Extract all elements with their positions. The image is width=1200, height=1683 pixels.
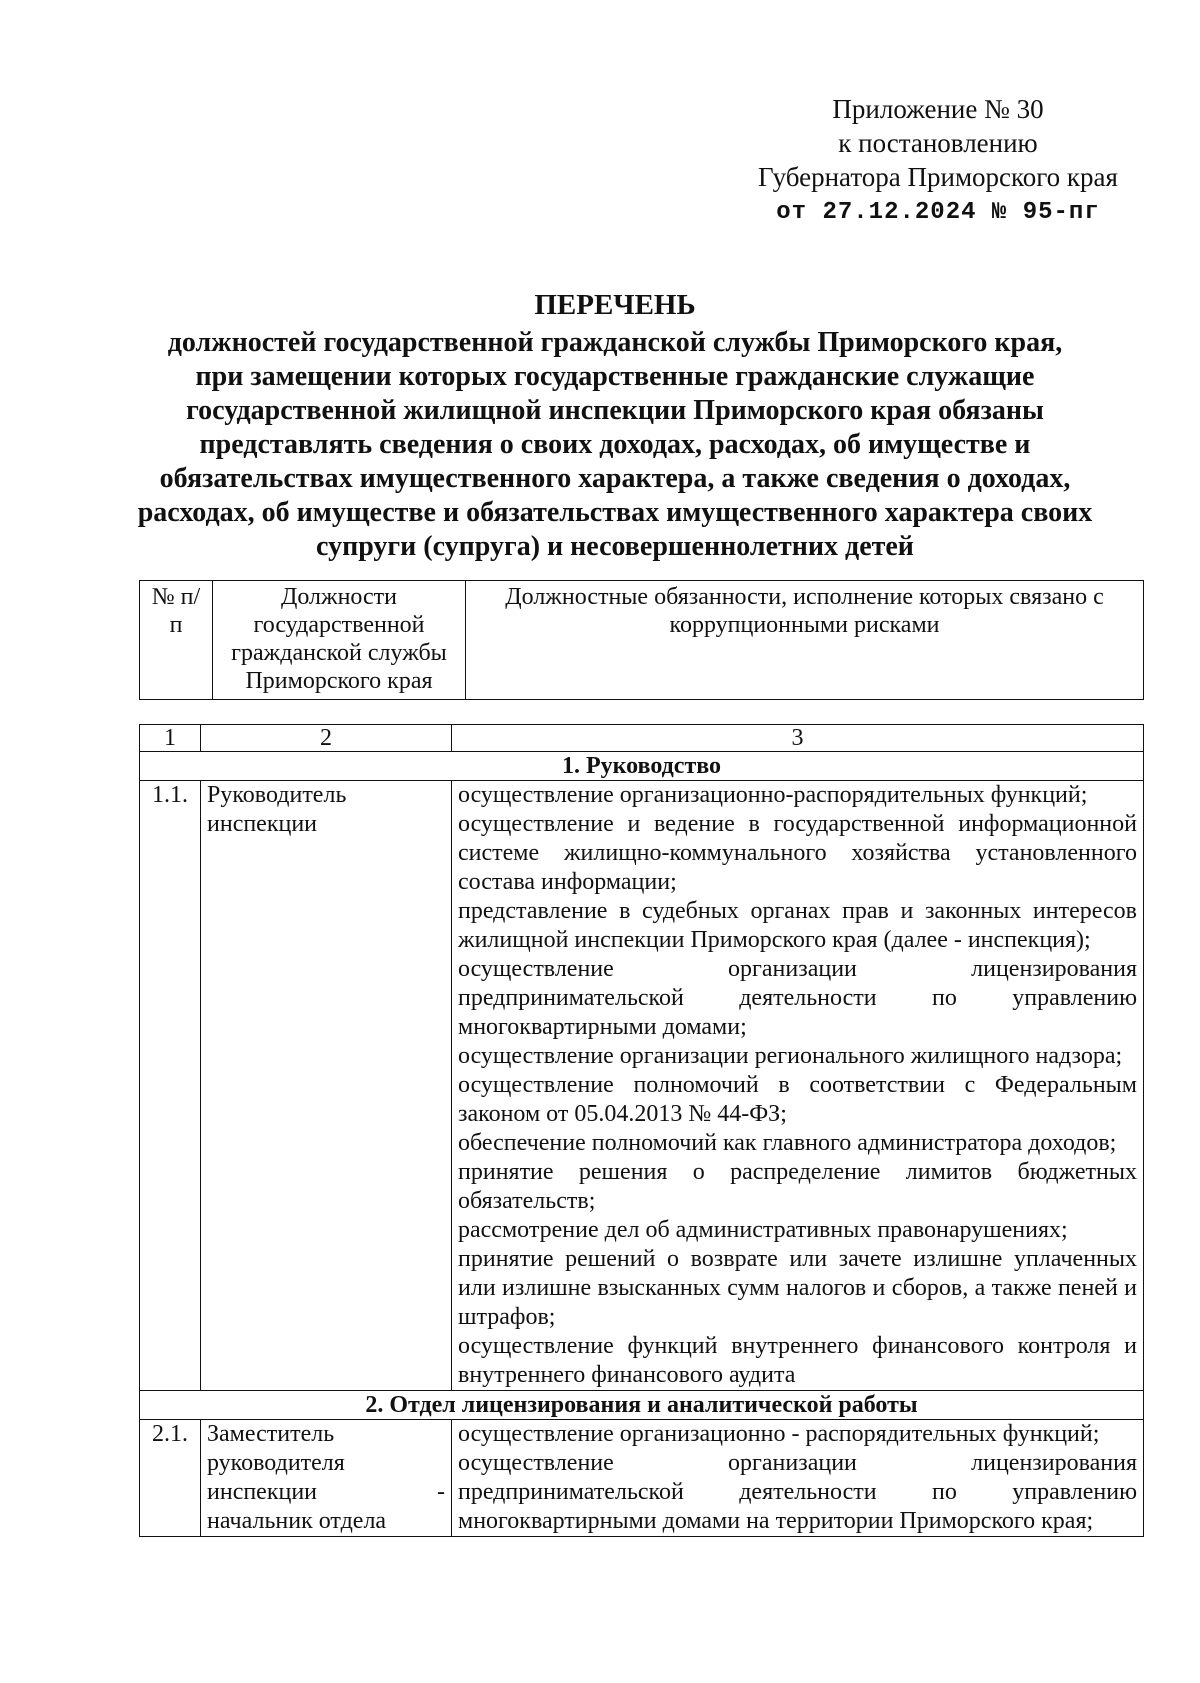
header-row bbox=[140, 581, 1144, 700]
duty-item: принятие решения о распределение лимитов бюджетных обязательств; bbox=[458, 1159, 1137, 1214]
duty-item: рассмотрение дел об административных правонарушениях; bbox=[458, 1217, 1068, 1243]
duties-cell bbox=[452, 1420, 1144, 1537]
duty-item: осуществление полномочий в соответствии с Федеральным законом от 05.04.2013 № 44-ФЗ; bbox=[458, 1072, 1137, 1127]
row-number: 2.1. bbox=[140, 1420, 201, 1537]
title-line: должностей государственной гражданской службы Приморского края, bbox=[167, 327, 1063, 358]
column-number-row bbox=[140, 725, 1144, 752]
duty-item: представление в судебных органах прав и законных интересов жилищной инспекции Приморского края (далее - инспекция); bbox=[458, 898, 1137, 953]
title-line: супруги (супруга) и несовершеннолетних детей bbox=[316, 531, 914, 562]
table-row bbox=[140, 1420, 1144, 1537]
title-line: представлять сведения о своих доходах, расходах, об имуществе и bbox=[199, 429, 1031, 460]
appendix-header bbox=[748, 92, 1128, 230]
positions-table bbox=[139, 724, 1144, 1537]
position-name: Руководитель инспекции bbox=[201, 781, 452, 1391]
column-number: 3 bbox=[452, 725, 1144, 752]
title-line: государственной жилищной инспекции Приморского края обязаны bbox=[186, 395, 1044, 426]
table-row bbox=[140, 781, 1144, 1391]
section-row bbox=[140, 1391, 1144, 1420]
table-header bbox=[139, 580, 1144, 700]
document-title bbox=[100, 288, 1130, 564]
duty-item: осуществление организационно - распорядительных функций; bbox=[458, 1421, 1100, 1447]
title-line: расходах, об имуществе и обязательствах имущественного характера своих bbox=[137, 497, 1093, 528]
duty-item: осуществление организационно-распорядительных функций; bbox=[458, 782, 1088, 808]
duty-item: осуществление функций внутреннего финансового контроля и внутреннего финансового аудита bbox=[458, 1333, 1137, 1388]
duty-item: осуществление организации лицензирования предпринимательской деятельности по управлению многоквартирными домами; bbox=[458, 956, 1137, 1040]
duty-item: принятие решений о возврате или зачете излишне уплаченных или излишне взысканных сумм налогов и сборов, а также пеней и штрафов; bbox=[458, 1246, 1137, 1330]
column-number: 1 bbox=[140, 725, 201, 752]
resolution-date-number: от 27.12.2024 № 95-пг bbox=[776, 199, 1100, 226]
appendix-resolution: к постановлению bbox=[838, 128, 1038, 158]
position-word: инспекции bbox=[207, 1479, 318, 1505]
duties-cell bbox=[452, 781, 1144, 1391]
duty-item: осуществление организации регионального жилищного надзора; bbox=[458, 1043, 1123, 1069]
header-col-position: Должности государственной гражданской службы Приморского края bbox=[213, 581, 466, 700]
header-col-number: № п/п bbox=[140, 581, 213, 700]
row-number: 1.1. bbox=[140, 781, 201, 1391]
column-number: 2 bbox=[201, 725, 452, 752]
position-dash: - bbox=[437, 1479, 445, 1505]
duty-item: осуществление и ведение в государственной информационной системе жилищно-коммунального хозяйства установленного состава информации; bbox=[458, 811, 1137, 895]
position-line: начальник отдела bbox=[207, 1508, 387, 1534]
appendix-governor: Губернатора Приморского края bbox=[758, 162, 1118, 192]
title-line: обязательствах имущественного характера, а также сведения о доходах, bbox=[159, 463, 1071, 494]
duty-item: обеспечение полномочий как главного администратора доходов; bbox=[458, 1130, 1117, 1156]
duty-item: осуществление организации лицензирования предпринимательской деятельности по управлению многоквартирными домами на территории Приморского края; bbox=[458, 1450, 1137, 1534]
header-col-duties: Должностные обязанности, исполнение которых связано с коррупционными рисками bbox=[466, 581, 1144, 700]
title-line: при замещении которых государственные гражданские служащие bbox=[195, 361, 1035, 392]
position-name bbox=[201, 1420, 452, 1537]
section-row bbox=[140, 752, 1144, 781]
section-title: 2. Отдел лицензирования и аналитической работы bbox=[140, 1391, 1144, 1420]
position-line: Заместитель bbox=[207, 1421, 335, 1447]
section-title: 1. Руководство bbox=[140, 752, 1144, 781]
title-main: ПЕРЕЧЕНЬ bbox=[534, 289, 696, 321]
position-line: руководителя bbox=[207, 1450, 345, 1476]
position-line bbox=[207, 1478, 445, 1507]
appendix-number: Приложение № 30 bbox=[832, 94, 1044, 124]
